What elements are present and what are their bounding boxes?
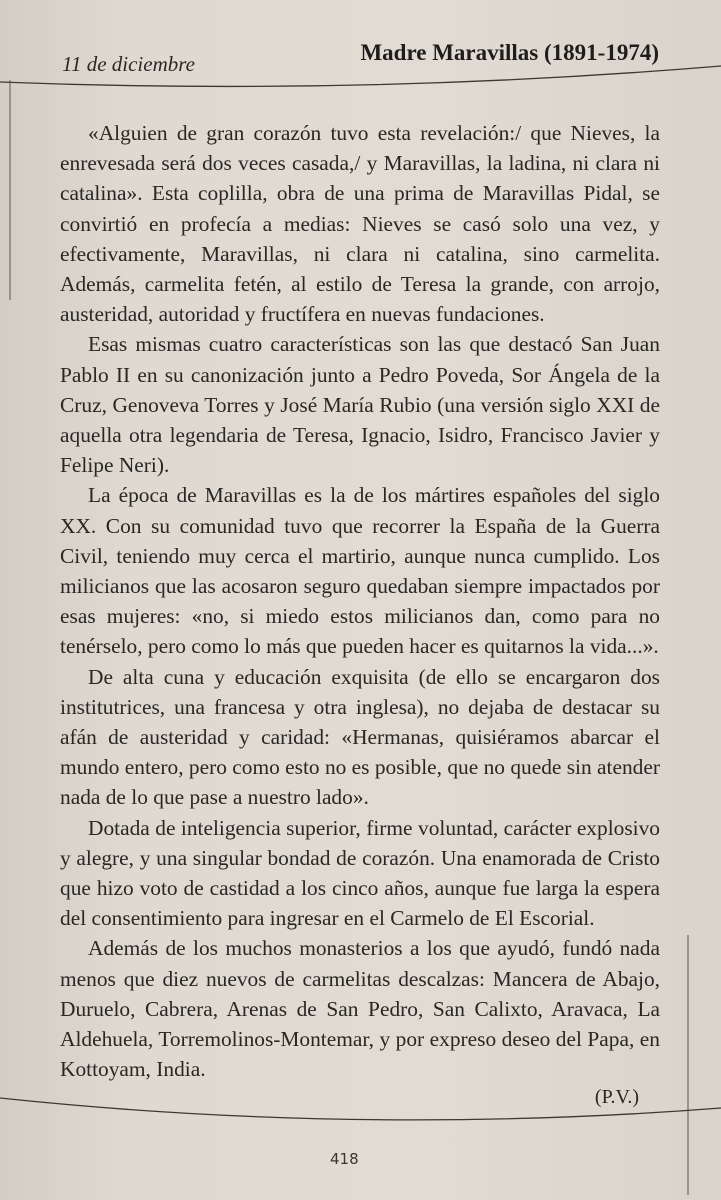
- article-body: [60, 118, 660, 1085]
- header-title: Madre Maravillas (1891-1974): [360, 40, 659, 65]
- paragraph: De alta cuna y educación exquisita (de ello se encargaron dos institutrices, una francesa y otra inglesa), no dejaba de destacar su afán de austeridad y caridad: «Hermanas, quisiéramos abarcar el mundo entero, pero como esto no es posible, que no quede sin atender nada de lo que pase a nuestro lado».: [60, 664, 660, 810]
- paragraph: Esas mismas cuatro características son las que destacó San Juan Pablo II en su canonización junto a Pedro Poveda, Sor Ángela de la Cruz, Genoveva Torres y José María Rubio (una versión siglo XXI de aquella otra legendaria de Teresa, Ignacio, Isidro, Francisco Javier y Felipe Neri).: [60, 332, 660, 478]
- paragraph: «Alguien de gran corazón tuvo esta revelación:/ que Nieves, la enrevesada será dos veces casada,/ y Maravillas, la ladina, ni clara ni catalina». Esta coplilla, obra de una prima de Maravillas Pidal, se convirtió en profecía a medias: Nieves se casó solo una vez, y efectivamente, Maravillas, ni clara ni catalina, sino carmelita. Además, carmelita fetén, al estilo de Teresa la grande, con arrojo, austeridad, autoridad y fructífera en nuevas fundaciones.: [60, 121, 660, 327]
- paragraph: La época de Maravillas es la de los mártires españoles del siglo XX. Con su comunidad tuvo que recorrer la España de la Guerra Civil, teniendo muy cerca el martirio, aunque nunca cumplido. Los milicianos que las acosaron seguro quedaban siempre impactados por esas mujeres: «no, si miedo estos milicianos dan, como para no tenérselo, pero como lo más que pueden hacer es quitarnos la vida...».: [60, 483, 660, 659]
- paragraph: Además de los muchos monasterios a los que ayudó, fundó nada menos que diez nuevos de carmelitas descalzas: Mancera de Abajo, Duruelo, Cabrera, Arenas de San Pedro, San Calixto, Aravaca, La Aldehuela, Torremolinos-Montemar, y por expreso deseo del Papa, en Kottoyam, India.: [60, 936, 660, 1082]
- paragraph: Dotada de inteligencia superior, firme voluntad, carácter explosivo y alegre, y una singular bondad de corazón. Una enamorada de Cristo que hizo voto de castidad a los cinco años, aunque fue larga la espera del consentimiento para ingresar en el Carmelo de El Escorial.: [60, 815, 660, 931]
- page-number: 418: [330, 1150, 359, 1168]
- author-signature: (P.V.): [594, 1086, 639, 1108]
- header-date: 11 de diciembre: [62, 52, 195, 76]
